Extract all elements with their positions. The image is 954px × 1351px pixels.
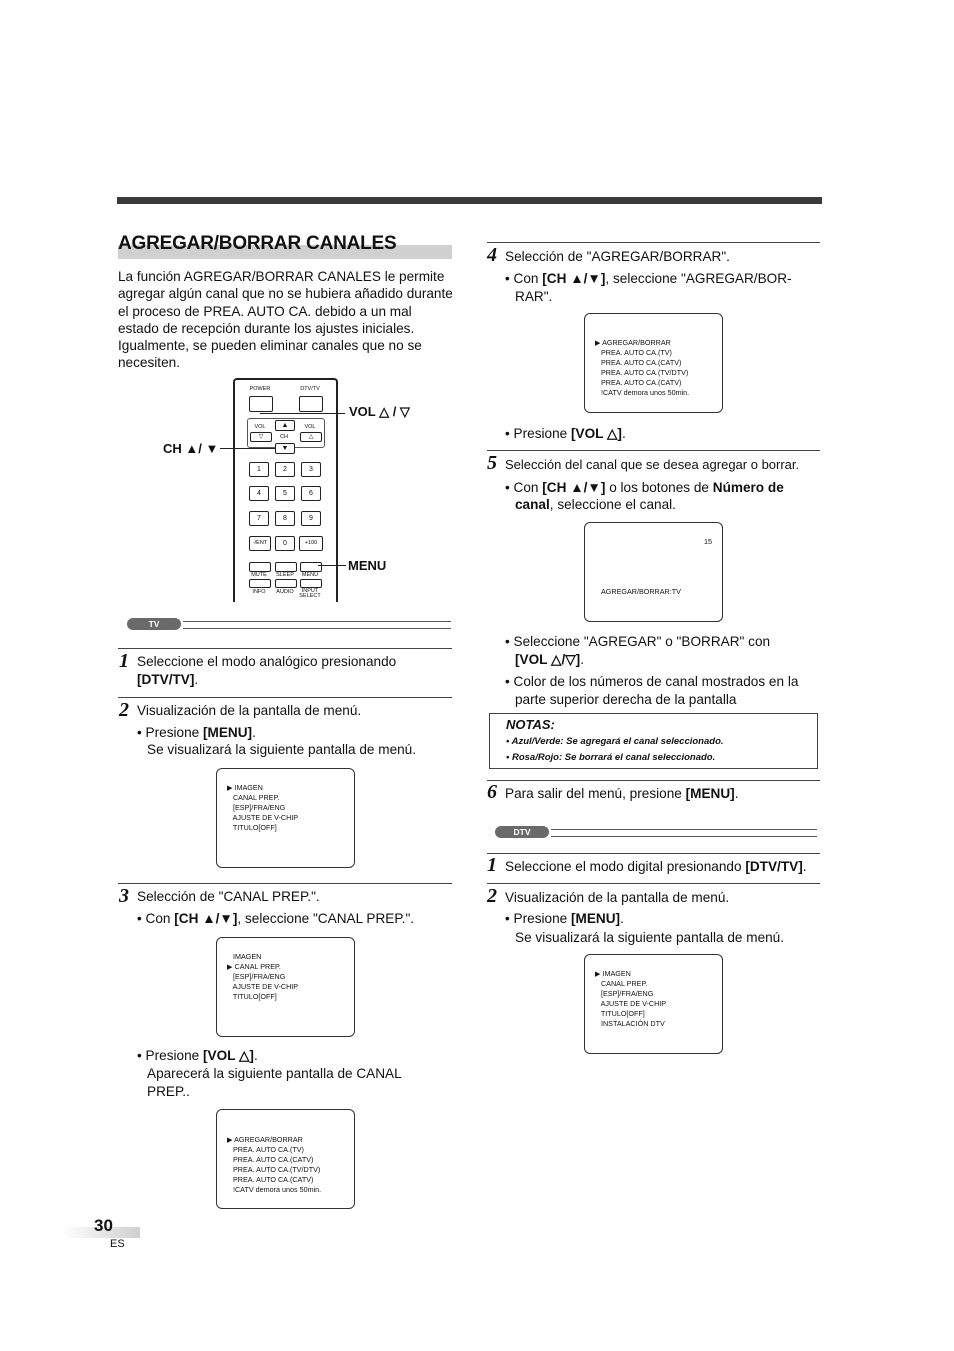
menu-callout-label: MENU	[348, 558, 387, 573]
step4-bullet: • Con [CH ▲/▼], seleccione "AGREGAR/BOR-	[505, 271, 792, 286]
step4-bullet-cont: RAR".	[515, 289, 553, 304]
menu-screen-1	[216, 768, 355, 868]
step5-bullet-3: • Color de los números de canal mostrados en la	[505, 674, 799, 689]
top-rule	[117, 197, 822, 204]
ch-callout-line	[220, 448, 275, 449]
dtv-step2-number: 2	[487, 885, 497, 907]
dtv-menu-screen	[584, 954, 723, 1054]
channel-screen	[584, 522, 723, 622]
mute-button[interactable]	[249, 562, 271, 572]
menu-screen-2	[216, 937, 355, 1037]
dtvtv-label: DTV/TV	[300, 386, 320, 392]
prep-screen-1	[216, 1109, 355, 1209]
dtv-step2-text: Visualización de la pantalla de menú.	[505, 890, 730, 905]
note-2: • Rosa/Rojo: Se borrará el canal seleccionado.	[506, 752, 716, 763]
tv-badge-line	[183, 621, 451, 629]
step2-rule	[118, 697, 452, 698]
vol-up-button[interactable]: △	[300, 432, 322, 442]
power-label: POWER	[249, 386, 271, 392]
ch-up-button[interactable]: ▲	[275, 420, 295, 431]
input-select-label: INPUT SELECT	[299, 588, 321, 599]
prep-screen-2-text: ▶ AGREGAR/BORRAR PREA. AUTO CA.(TV) PREA. AUTO CA.(CATV) PREA. AUTO CA.(TV/DTV) PREA. AUTO CA.(CATV) !CATV demora unos 50min.	[595, 338, 690, 397]
dtv-step1-number: 1	[487, 854, 497, 876]
audio-label: AUDIO	[276, 589, 294, 595]
step1-rule	[118, 648, 452, 649]
dtvtv-button[interactable]	[299, 396, 323, 412]
tv-badge: TV	[127, 618, 181, 630]
page-number: 30	[94, 1216, 113, 1235]
step2-bullet: • Presione [MENU].	[137, 725, 256, 740]
vol-label-right: VOL	[304, 424, 316, 430]
dtv-step1-rule	[487, 853, 820, 854]
mute-label: MUTE	[251, 572, 267, 578]
menu-label-small: MENU	[301, 572, 319, 578]
dtv-badge-line	[551, 829, 817, 837]
step6-number: 6	[487, 781, 497, 803]
step1-number: 1	[119, 650, 129, 672]
step5-text: Selección del canal que se desea agregar o borrar.	[505, 457, 800, 472]
notes-title: NOTAS:	[506, 717, 555, 732]
vol-callout-label: VOL △ / ▽	[349, 404, 410, 419]
info-label: INFO	[252, 589, 266, 595]
step6-rule	[487, 780, 820, 781]
prep-screen-2	[584, 313, 723, 413]
vol-label-left: VOL	[254, 424, 266, 430]
dtv-menu-screen-text: ▶ IMAGEN CANAL PREP. [ESP]/FRA/ENG AJUSTE DE V-CHIP TITULO[OFF] INSTALACIÓN DTV	[595, 969, 667, 1028]
input-select-button[interactable]	[300, 579, 322, 588]
step3-note: Aparecerá la siguiente pantalla de CANAL PREP..	[147, 1066, 402, 1099]
step2-note: Se visualizará la siguiente pantalla de menú.	[147, 742, 417, 757]
key-9[interactable]: 9	[301, 511, 321, 526]
dtv-step1-text: Seleccione el modo digital presionando [DTV/TV].	[505, 859, 807, 874]
step3-rule	[118, 883, 452, 884]
ch-down-button[interactable]: ▼	[275, 443, 295, 454]
notes-box	[489, 713, 818, 769]
audio-button[interactable]	[275, 579, 297, 588]
power-button[interactable]	[249, 396, 273, 412]
key-2[interactable]: 2	[275, 462, 295, 477]
step3-text: Selección de "CANAL PREP.".	[137, 889, 320, 904]
step5-bullet-3-cont: parte superior derecha de la pantalla	[515, 692, 737, 707]
remote-illustration	[233, 378, 338, 602]
note-1: • Azul/Verde: Se agregará el canal seleccionado.	[506, 736, 724, 747]
dtv-step2-bullet: • Presione [MENU].	[505, 911, 624, 926]
key-5[interactable]: 5	[275, 486, 295, 501]
channel-label: AGREGAR/BORRAR:TV	[601, 587, 681, 596]
vol-callout-line	[260, 413, 345, 414]
step3-bullet-2: • Presione [VOL △].	[137, 1048, 258, 1063]
menu-screen-2-text: IMAGEN ▶ CANAL PREP. [ESP]/FRA/ENG AJUSTE DE V-CHIP TITULO[OFF]	[227, 952, 299, 1001]
step2-text: Visualización de la pantalla de menú.	[137, 703, 362, 718]
step1-text: Seleccione el modo analógico presionando [DTV/TV].	[137, 654, 397, 687]
step5-bullet-2-cont: [VOL △/▽].	[515, 652, 584, 667]
step4-rule	[487, 242, 820, 243]
dtv-step2-rule	[487, 883, 820, 884]
step4-bullet-2: • Presione [VOL △].	[505, 426, 626, 441]
language-code: ES	[110, 1238, 125, 1250]
sleep-button[interactable]	[275, 562, 297, 572]
step4-number: 4	[487, 244, 497, 266]
key-4[interactable]: 4	[249, 486, 269, 501]
intro-paragraph: La función AGREGAR/BORRAR CANALES le permite agregar algún canal que no se hubiera añadido durante el proceso de PREA. AUTO CA. debido a un mal estado de recepción durante los ajustes iniciales. Igualmente, se pueden eliminar canales que no se necesiten.	[118, 269, 453, 371]
step5-number: 5	[487, 452, 497, 474]
dtv-badge: DTV	[495, 826, 549, 838]
step5-rule	[487, 450, 820, 451]
dtv-step2-note: Se visualizará la siguiente pantalla de menú.	[515, 930, 785, 945]
key-3[interactable]: 3	[301, 462, 321, 477]
ch-callout-label: CH ▲/ ▼	[163, 441, 219, 456]
key-6[interactable]: 6	[301, 486, 321, 501]
menu-callout-line	[318, 565, 346, 566]
ch-label-small: CH	[280, 434, 288, 440]
step4-text: Selección de "AGREGAR/BORRAR".	[505, 249, 730, 264]
key-0[interactable]: 0	[275, 536, 295, 551]
step5-bullet: • Con [CH ▲/▼] o los botones de Número de	[505, 480, 784, 495]
step3-number: 3	[119, 885, 129, 907]
step3-bullet: • Con [CH ▲/▼], seleccione "CANAL PREP.".	[137, 911, 415, 926]
channel-number: 15	[704, 537, 712, 546]
prep-screen-1-text: ▶ AGREGAR/BORRAR PREA. AUTO CA.(TV) PREA. AUTO CA.(CATV) PREA. AUTO CA.(TV/DTV) PREA. AUTO CA.(CATV) !CATV demora unos 50min.	[227, 1135, 322, 1194]
vol-down-button[interactable]: ▽	[250, 432, 272, 442]
sleep-label: SLEEP	[276, 572, 294, 578]
key-1[interactable]: 1	[249, 462, 269, 477]
menu-button[interactable]	[300, 562, 322, 572]
step6-text: Para salir del menú, presione [MENU].	[505, 786, 739, 801]
menu-screen-1-text: ▶ IMAGEN CANAL PREP. [ESP]/FRA/ENG AJUSTE DE V-CHIP TITULO[OFF]	[227, 783, 299, 832]
key-8[interactable]: 8	[275, 511, 295, 526]
step5-bullet-cont: canal, seleccione el canal.	[515, 497, 676, 512]
step2-number: 2	[119, 699, 129, 721]
info-button[interactable]	[249, 579, 271, 588]
step5-bullet-2: • Seleccione "AGREGAR" o "BORRAR" con	[505, 634, 771, 649]
section-title: AGREGAR/BORRAR CANALES	[118, 233, 397, 254]
key-7[interactable]: 7	[249, 511, 269, 526]
key-ent[interactable]: -/ENT	[249, 536, 271, 551]
key-100[interactable]: +100	[299, 536, 323, 551]
